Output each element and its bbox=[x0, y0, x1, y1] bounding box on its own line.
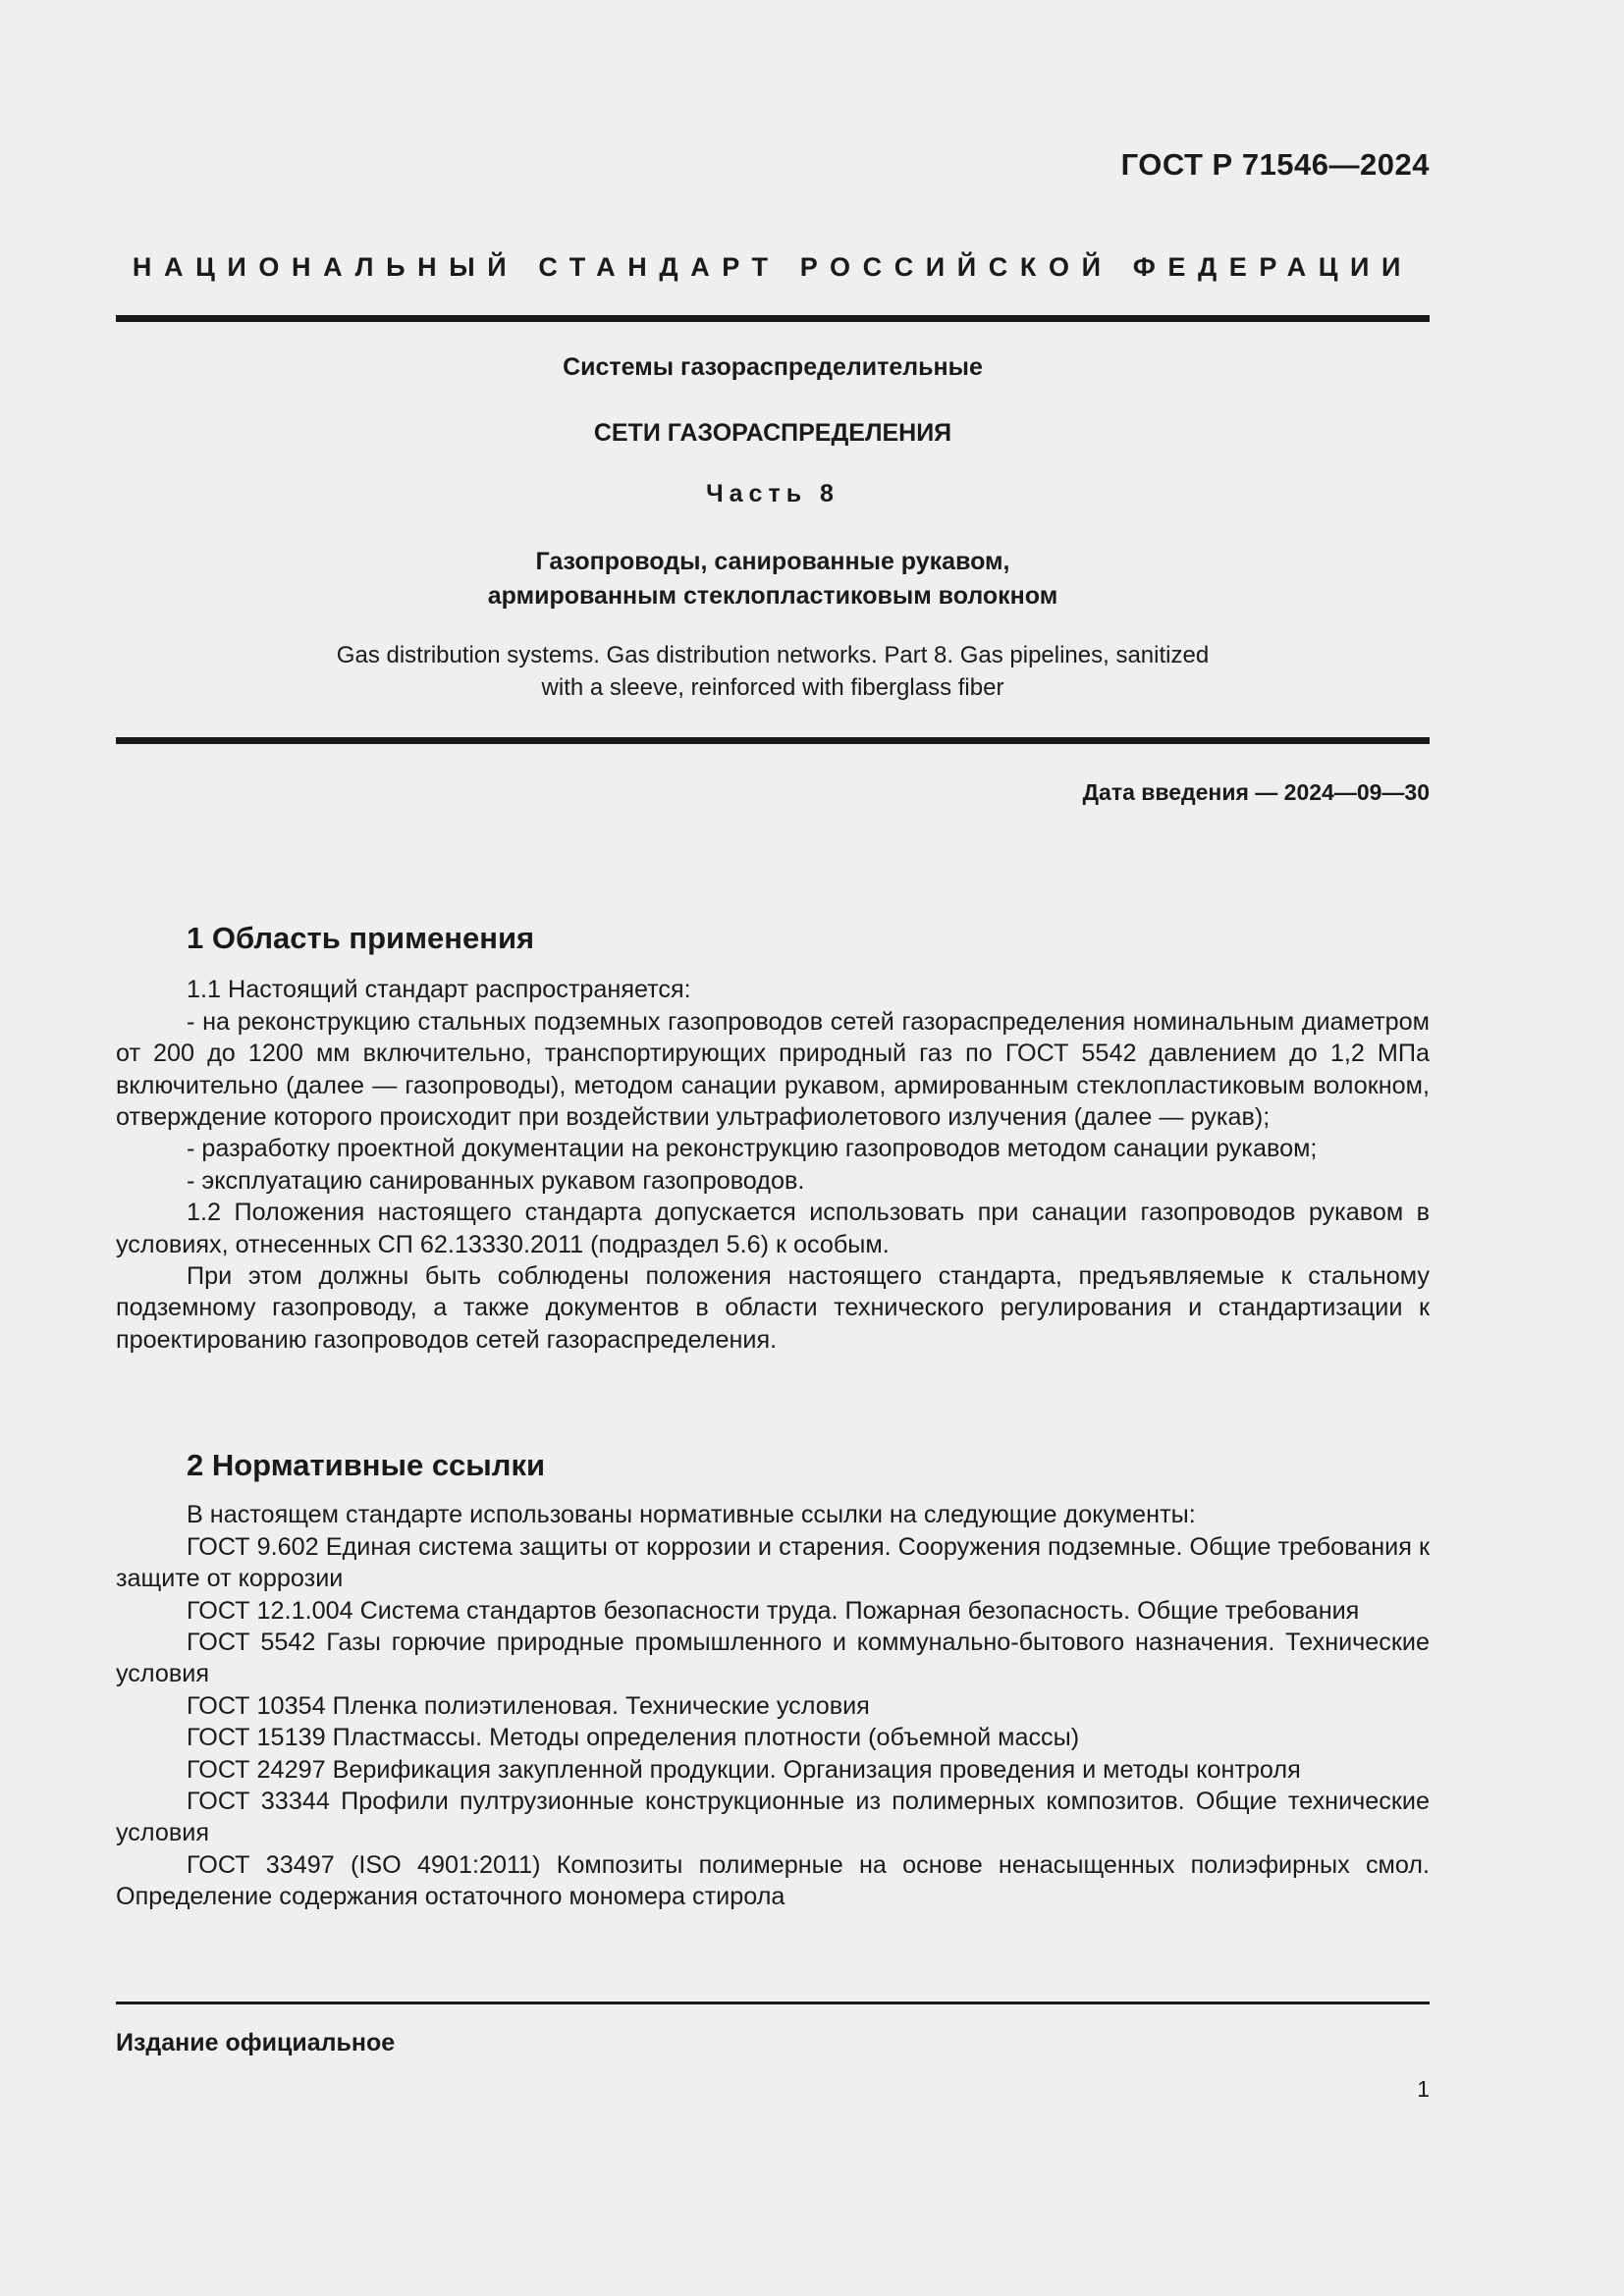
reference-item: ГОСТ 9.602 Единая система защиты от коррозии и старения. Сооружения подземные. Общие требования к защите от коррозии bbox=[116, 1532, 1430, 1593]
reference-item: ГОСТ 15139 Пластмассы. Методы определения плотности (объемной массы) bbox=[187, 1724, 1080, 1752]
section-scope bbox=[116, 923, 1430, 1356]
introduction-date: Дата введения — 2024—09—30 bbox=[1082, 779, 1430, 805]
top-rule bbox=[116, 315, 1430, 322]
subject-title-line-1: Газопроводы, санированные рукавом, bbox=[535, 548, 1010, 575]
reference-item: ГОСТ 24297 Верификация закупленной продукции. Организация проведения и методы контроля bbox=[187, 1755, 1301, 1784]
paragraph: В настоящем стандарте использованы нормативные ссылки на следующие документы: bbox=[187, 1501, 1196, 1529]
section-heading: 2 Нормативные ссылки bbox=[187, 1448, 546, 1482]
network-title: СЕТИ ГАЗОРАСПРЕДЕЛЕНИЯ bbox=[593, 419, 952, 447]
page-number: 1 bbox=[1417, 2076, 1430, 2102]
bottom-rule bbox=[116, 2002, 1430, 2004]
english-title bbox=[116, 639, 1430, 704]
reference-item: ГОСТ 33344 Профили пултрузионные конструкционные из полимерных композитов. Общие технические условия bbox=[116, 1788, 1430, 1847]
system-title: Системы газораспределительные bbox=[563, 353, 983, 381]
paragraph: При этом должны быть соблюдены положения настоящего стандарта, предъявляемые к стальному подземному газопроводу, а также документов в области технического регулирования и стандартизации к проектированию газопроводов сетей газораспределения. bbox=[116, 1262, 1430, 1354]
paragraph: - на реконструкцию стальных подземных газопроводов сетей газораспределения номинальным диаметром от 200 до 1200 мм включительно, транспортирующих природный газ по ГОСТ 5542 давлением до 1,2 МПа включительно (далее — газопроводы), методом санации рукавом, армированным стеклопластиковым волокном, отверждение которого происходит при воздействии ультрафиолетового излучения (далее — рукав); bbox=[116, 1007, 1430, 1132]
section-normative-references bbox=[116, 1450, 1430, 1913]
document-code: ГОСТ Р 71546—2024 bbox=[1120, 147, 1430, 182]
paragraph: 1.2 Положения настоящего стандарта допускается использовать при санации газопроводов рукавом в условиях, отнесенных СП 62.13330.2011 (подраздел 5.6) к особым. bbox=[116, 1199, 1430, 1258]
reference-item: ГОСТ 33497 (ISO 4901:2011) Композиты полимерные на основе ненасыщенных полиэфирных смол. Определение содержания остаточного мономера стирола bbox=[116, 1850, 1430, 1911]
document-page bbox=[116, 0, 1430, 2296]
paragraph: - эксплуатацию санированных рукавом газопроводов. bbox=[187, 1166, 805, 1195]
official-edition-label: Издание официальное bbox=[116, 2029, 396, 2056]
section-heading: 1 Область применения bbox=[187, 921, 535, 955]
subject-title-line-2: армированным стеклопластиковым волокном bbox=[487, 582, 1058, 610]
reference-item: ГОСТ 12.1.004 Система стандартов безопасности труда. Пожарная безопасность. Общие требования bbox=[187, 1596, 1360, 1625]
national-standard-title: НАЦИОНАЛЬНЫЙ СТАНДАРТ РОССИЙСКОЙ ФЕДЕРАЦИИ bbox=[132, 252, 1414, 282]
english-title-line-2: with a sleeve, reinforced with fiberglass fiber bbox=[541, 674, 1004, 701]
part-title: Часть 8 bbox=[706, 480, 839, 507]
subject-title bbox=[116, 545, 1430, 614]
paragraph: 1.1 Настоящий стандарт распространяется: bbox=[187, 976, 691, 1004]
reference-item: ГОСТ 5542 Газы горючие природные промышленного и коммунально-бытового назначения. Технические условия bbox=[116, 1629, 1430, 1688]
reference-item: ГОСТ 10354 Пленка полиэтиленовая. Технические условия bbox=[187, 1691, 870, 1720]
english-title-line-1: Gas distribution systems. Gas distribution networks. Part 8. Gas pipelines, sanitized bbox=[336, 642, 1210, 668]
middle-rule bbox=[116, 737, 1430, 744]
paragraph: - разработку проектной документации на реконструкцию газопроводов методом санации рукавом; bbox=[187, 1135, 1318, 1163]
